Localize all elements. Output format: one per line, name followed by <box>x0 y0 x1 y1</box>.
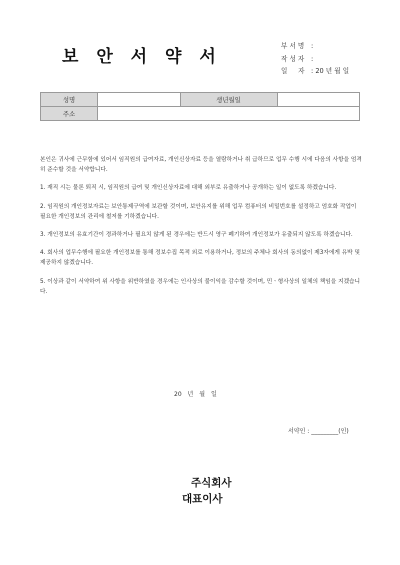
ceo-title: 대표이사 <box>182 493 223 505</box>
meta-label: 부 서 명 <box>281 42 305 50</box>
company-name: 주식회사 <box>191 477 232 489</box>
birth-cell <box>277 93 360 107</box>
document-title: 보 안 서 약 서 <box>62 47 222 67</box>
address-label: 주소 <box>41 107 98 121</box>
pledge-body <box>40 155 362 305</box>
meta-value: : 20 년 월 일 <box>311 67 350 75</box>
pledge-intro: 본인은 귀사에 근무함에 있어서 임직원의 급여자료, 개인신상자료 등을 열람하거나 취 급하므로 업무 수행 시에 다음의 사항을 엄격히 준수할 것을 서약합니다. <box>40 157 362 174</box>
address-cell <box>98 107 360 121</box>
signature-line: 서약인 : _________(인) <box>288 428 349 435</box>
name-cell <box>98 93 181 107</box>
pledge-item-5: 5. 이상과 같이 서약하여 위 사항을 위반하였을 경우에는 인사상의 불이익을 감수할 것이며, 민ㆍ형사상의 일체의 책임을 지겠습니다. <box>40 278 361 295</box>
meta-label: 작 성 자 <box>281 54 305 63</box>
meta-row-department <box>281 40 349 53</box>
meta-value: : <box>311 42 314 50</box>
table-row <box>41 107 360 121</box>
pledge-item-3: 3. 개인정보의 유효기간이 경과하거나 필요치 않게 된 경우에는 반드시 영구 폐기하여 개인정보가 유출되지 않도록 하겠습니다. <box>40 232 353 239</box>
name-label: 성명 <box>41 93 98 107</box>
document-meta <box>281 40 349 78</box>
pledge-item-4: 4. 회사의 업무수행에 필요한 개인정보를 통해 정보수집 목적 외로 이용하거나, 정보의 주체나 회사의 동의없이 제3자에게 유박 및 제공하지 않겠습니다. <box>40 250 360 267</box>
meta-label: 일 자 <box>281 67 305 75</box>
meta-value: : <box>311 54 314 63</box>
pledge-item-2: 2. 임직원의 개인정보자료는 보안통제구역에 보관할 것이며, 보안유지를 위해 업무 컴퓨터의 비밀번호를 설정하고 엄호화 작업이 필요한 개인정보의 관리에 철저를 기하겠습니다. <box>40 203 357 220</box>
meta-row-author <box>281 53 349 66</box>
pledge-date: 20 년 월 일 <box>174 391 217 398</box>
meta-row-date <box>281 65 349 78</box>
table-row <box>41 93 360 107</box>
personal-info-table <box>40 92 360 121</box>
birth-label: 생년월일 <box>180 93 277 107</box>
pledge-item-1: 1. 재직 시는 물론 퇴직 시, 임직원의 급여 및 개인신상자료에 대해 외부로 유출하거나 공개하는 일이 없도록 하겠습니다. <box>40 185 337 192</box>
